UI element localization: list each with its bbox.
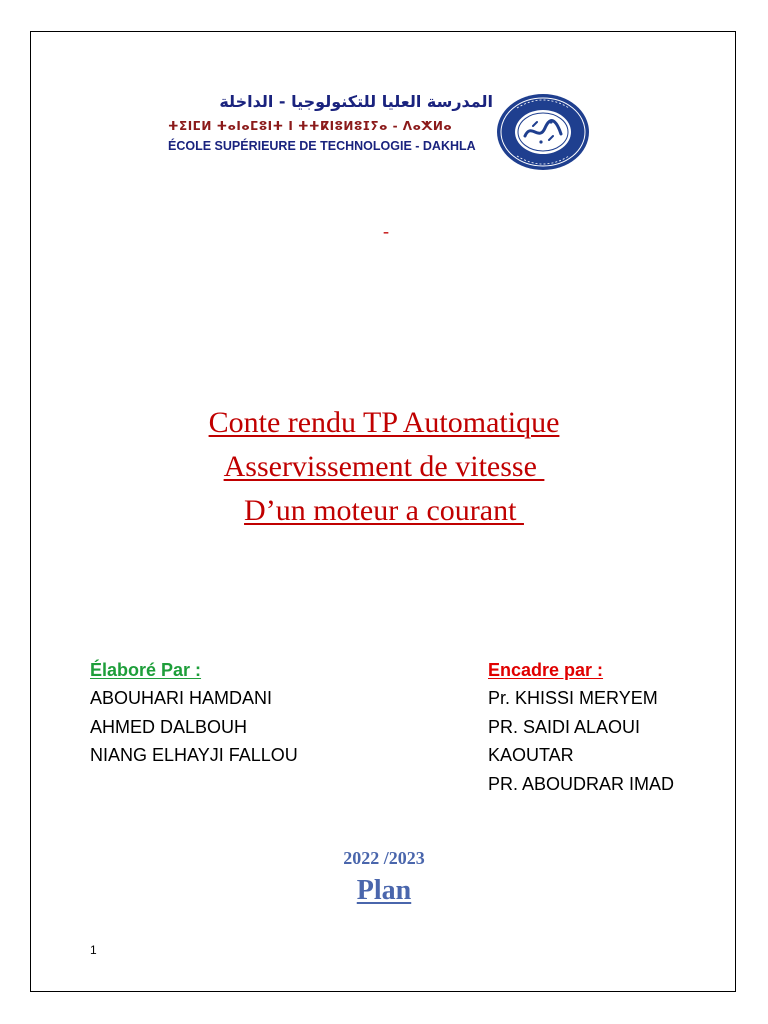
- title-line-3: D’un moteur a courant: [244, 494, 524, 527]
- supervisor-name: PR. ABOUDRAR IMAD: [488, 773, 675, 794]
- supervisors-heading: Encadre par :: [488, 660, 604, 680]
- title-line-2: Asservissement de vitesse: [223, 450, 545, 483]
- supervisors-section: [488, 656, 718, 798]
- authors-section: [90, 656, 410, 770]
- author-name: ABOUHARI HAMDANI: [90, 688, 273, 708]
- supervisor-name: PR. SAIDI ALAOUI: [488, 716, 641, 737]
- underline-dash: -: [383, 221, 389, 241]
- supervisor-name: KAOUTAR: [488, 745, 574, 765]
- school-name-tifinagh: ⵜⵉⵏⵎⵍ ⵜⴰⵏⴰⵎⵓⵏⵜ ⵏ ⵜⵜⴽⵏⵓⵍⵓⵊⵢⴰ - ⴷⴰⵅⵍⴰ: [168, 119, 453, 133]
- academic-year: 2022 /2023: [343, 848, 425, 868]
- authors-heading: Élaboré Par :: [90, 660, 202, 680]
- author-name: AHMED DALBOUH: [90, 716, 248, 737]
- school-name-arabic: المدرسة العليا للتكنولوجيا - الداخلة: [219, 92, 493, 111]
- report-title: [100, 401, 668, 533]
- university-seal-icon: [495, 92, 591, 172]
- author-name: NIANG ELHAYJI FALLOU: [90, 745, 298, 765]
- school-name-french: ÉCOLE SUPÉRIEURE DE TECHNOLOGIE - DAKHLA: [168, 139, 476, 153]
- title-line-1: Conte rendu TP Automatique: [208, 406, 560, 439]
- school-header: [168, 92, 598, 174]
- page-number: 1: [90, 943, 97, 957]
- plan-heading: Plan: [356, 875, 412, 906]
- supervisor-name: Pr. KHISSI MERYEM: [488, 688, 658, 708]
